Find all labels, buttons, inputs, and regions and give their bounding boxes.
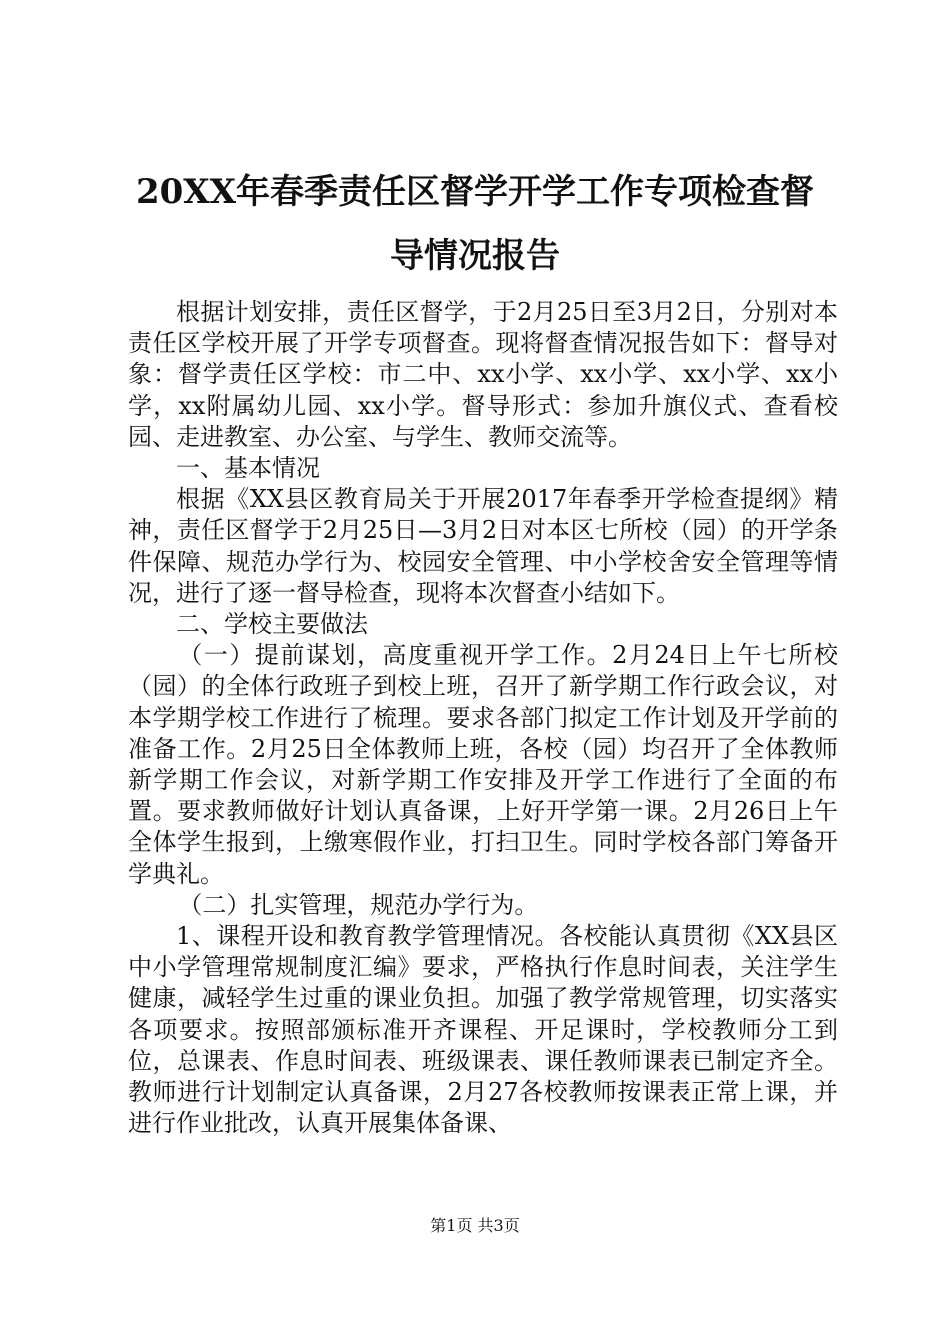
section-heading-basic: 一、基本情况 [176, 454, 320, 483]
page-footer: 第1页 共3页 [430, 1216, 520, 1235]
paragraph-basic: 根据《XX县区教育局关于开展2017年春季开学检查提纲》精神，责任区督学于2月25日—3月2日对本区七所校（园）的开学条件保障、规范办学行为、校园安全管理、中小学校舍安全管理等情况，进行了逐一督导检查，现将本次督查小结如下。 [128, 485, 838, 607]
paragraph-planning: （一）提前谋划，高度重视开学工作。2月24日上午七所校（园）的全体行政班子到校上班，召开了新学期工作行政会议，对本学期学校工作进行了梳理。要求各部门拟定工作计划及开学前的准备工作。2月25日全体教师上班，各校（园）均召开了全体教师新学期工作会议，对新学期工作安排及开学工作进行了全面的布置。要求教师做好计划认真备课，上好开学第一课。2月26日上午全体学生报到，上缴寒假作业，打扫卫生。同时学校各部门筹备开学典礼。 [128, 641, 838, 888]
title-line-2: 导情况报告 [390, 236, 560, 276]
section-heading-practices: 二、学校主要做法 [176, 610, 368, 639]
paragraph-curriculum: 1、课程开设和教育教学管理情况。各校能认真贯彻《XX县区中小学管理常规制度汇编》要求，严格执行作息时间表，关注学生健康，减轻学生过重的课业负担。加强了教学常规管理，切实落实各项要求。按照部颁标准开齐课程、开足课时，学校教师分工到位，总课表、作息时间表、班级课表、课任教师课表已制定齐全。教师进行计划制定认真备课，2月27各校教师按课表正常上课，并进行作业批改，认真开展集体备课、 [128, 922, 838, 1138]
document-title [100, 160, 850, 288]
paragraph-intro: 根据计划安排，责任区督学，于2月25日至3月2日，分别对本责任区学校开展了开学专项督查。现将督查情况报告如下：督导对象：督学责任区学校：市二中、xx小学、xx小学、xx小学、xx小学，xx附属幼儿园、xx小学。督导形式：参加升旗仪式、查看校园、走进教室、办公室、与学生、教师交流等。 [128, 298, 838, 451]
title-line-1: 20XX年春季责任区督学开学工作专项检查督 [135, 172, 815, 212]
subheading-management: （二）扎实管理，规范办学行为。 [178, 890, 539, 919]
document-body [128, 297, 838, 1139]
